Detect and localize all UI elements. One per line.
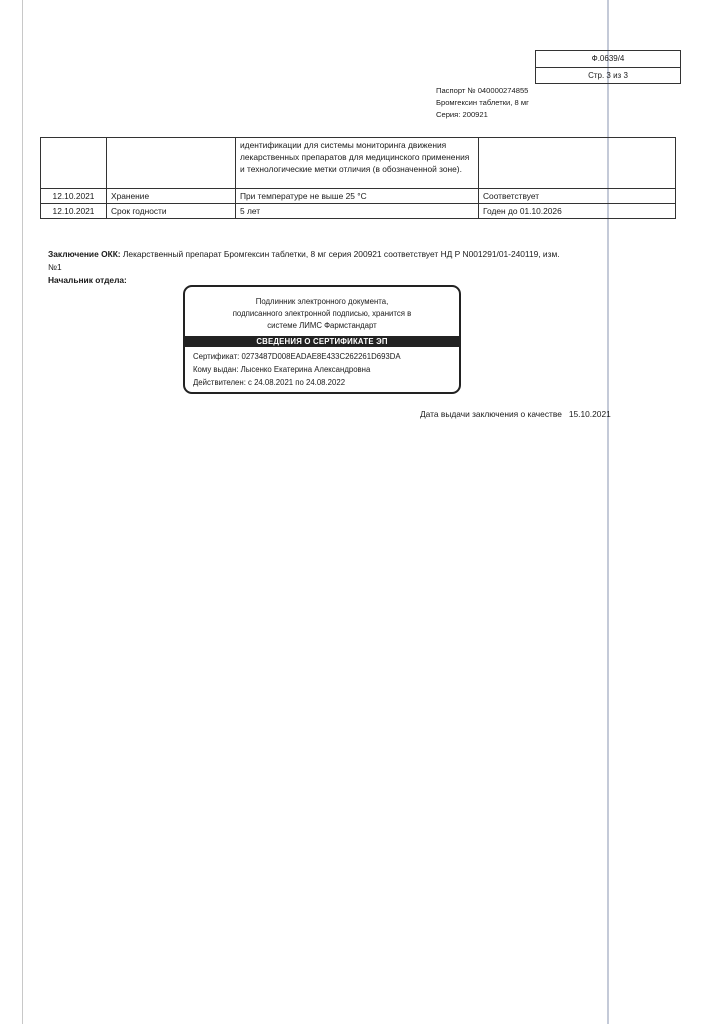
requirement-cell: 5 лет (236, 204, 479, 219)
date-cell: 12.10.2021 (41, 189, 107, 204)
certificate-issued-to: Кому выдан: Лысенко Екатерина Александровна (193, 365, 371, 374)
table-row (41, 138, 676, 189)
requirement-cell: идентификации для системы мониторинга движения лекарственных препаратов для медицинского применения и технологические метки отличия (в обозначенной зоне). (236, 138, 479, 189)
parameter-cell (107, 138, 236, 189)
form-code: Ф.0639/4 (591, 54, 625, 63)
conclusion-text: Лекарственный препарат Бромгексин таблетки, 8 мг серия 200921 соответствует НД Р N001291/01-240119, изм. №1 (48, 249, 560, 272)
stamp-line: системе ЛИМС Фармстандарт (267, 321, 377, 330)
product-name: Бромгексин таблетки, 8 мг (436, 98, 529, 107)
stamp-line: подписанного электронной подписью, хранится в (232, 309, 412, 318)
passport-info (436, 85, 529, 121)
stamp-certificate-band: СВЕДЕНИЯ О СЕРТИФИКАТЕ ЭП (185, 336, 459, 347)
stamp-line: Подлинник электронного документа, (255, 297, 389, 306)
parameter-cell: Хранение (107, 189, 236, 204)
passport-number: Паспорт № 040000274855 (436, 86, 529, 95)
department-head-label: Начальник отдела: (48, 275, 127, 285)
issue-date: Дата выдачи заключения о качестве 15.10.2021 (420, 409, 611, 419)
parameter-cell: Срок годности (107, 204, 236, 219)
page-number: Стр. 3 из 3 (536, 67, 680, 84)
electronic-signature-stamp (183, 285, 461, 394)
conclusion-label: Заключение ОКК: (48, 249, 121, 259)
result-cell: Соответствует (479, 189, 676, 204)
date-cell (41, 138, 107, 189)
stamp-header (185, 296, 459, 332)
test-results-table (40, 137, 676, 219)
conclusion-paragraph (48, 248, 568, 274)
result-cell (479, 138, 676, 189)
table-row (41, 204, 676, 219)
form-code-box (535, 50, 681, 84)
conclusion-block (48, 248, 568, 287)
table-row (41, 189, 676, 204)
certificate-validity: Действителен: с 24.08.2021 по 24.08.2022 (193, 378, 346, 387)
result-cell: Годен до 01.10.2026 (479, 204, 676, 219)
requirement-cell: При температуре не выше 25 °С (236, 189, 479, 204)
date-cell: 12.10.2021 (41, 204, 107, 219)
series-number: Серия: 200921 (436, 110, 488, 119)
scan-edge-line (22, 0, 23, 1024)
certificate-number: Сертификат: 0273487D008EADAE8E433C262261D693DA (193, 352, 401, 361)
